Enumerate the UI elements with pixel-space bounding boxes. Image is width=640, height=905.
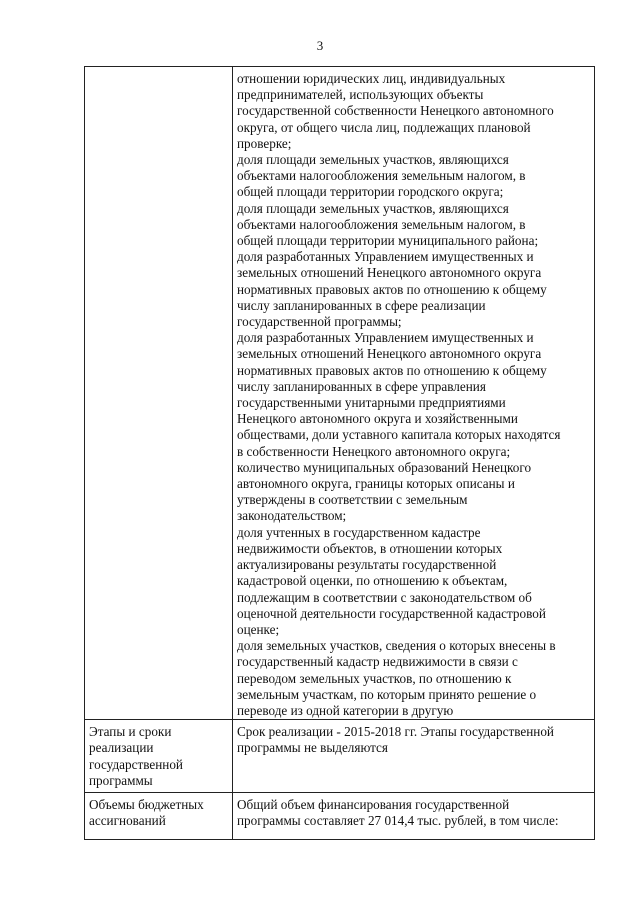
text-line: земельным участкам, по которым принято решение о [237, 686, 537, 702]
text-line: доля учтенных в государственном кадастре [237, 524, 481, 540]
text-line: программы не выделяются [237, 740, 388, 756]
text-line: общей площади территории городского округа; [237, 184, 504, 200]
text-line: Ненецкого автономного округа и хозяйственными [237, 411, 518, 427]
text-line: округа, от общего числа лиц, подлежащих плановой [237, 119, 531, 135]
budget-label-cell [85, 793, 233, 840]
text-line: ассигнований [89, 813, 166, 829]
text-line: проверке; [237, 135, 292, 151]
text-line: государственный кадастр недвижимости в связи с [237, 654, 518, 670]
text-line: программы составляет 27 014,4 тыс. рублей, в том числе: [237, 813, 559, 829]
text-line: земельных отношений Ненецкого автономного округа [237, 265, 542, 281]
page-number: 3 [316, 38, 324, 53]
text-line: программы [89, 772, 153, 788]
stages-label-cell [85, 720, 233, 793]
text-line: доля площади земельных участков, являющихся [237, 152, 509, 168]
text-line: переводом земельных участков, по отношению к [237, 670, 512, 686]
text-line: государственными унитарными предприятиями [237, 395, 506, 411]
text-line: доля площади земельных участков, являющихся [237, 200, 509, 216]
text-line: числу запланированных в сфере управления [237, 378, 486, 394]
indicators-label-text [85, 67, 232, 71]
text-line: нормативных правовых актов по отношению к общему [237, 362, 547, 378]
table-row-stages [85, 720, 595, 793]
text-line: земельных отношений Ненецкого автономного округа [237, 346, 542, 362]
text-line: Объемы бюджетных [89, 797, 204, 813]
text-line: оценке; [237, 621, 280, 637]
stages-value-cell [233, 720, 595, 793]
indicators-value-text [233, 67, 594, 719]
budget-value-text [233, 793, 594, 829]
text-line: объектами налогообложения земельным налогом, в [237, 216, 526, 232]
table-row-indicators [85, 67, 595, 720]
text-line: нормативных правовых актов по отношению к общему [237, 281, 547, 297]
text-line: Общий объем финансирования государственной [237, 797, 510, 813]
text-line: подлежащим в соответствии с законодательством об [237, 589, 532, 605]
text-line: государственной [89, 756, 183, 772]
text-line: государственной программы; [237, 314, 402, 330]
text-line: государственной собственности Ненецкого автономного [237, 103, 554, 119]
text-line: переводе из одной категории в другую [237, 702, 454, 718]
stages-value-text [233, 720, 594, 756]
text-line: Этапы и сроки [89, 724, 172, 740]
budget-value-cell [233, 793, 595, 840]
text-line: в собственности Ненецкого автономного округа; [237, 443, 511, 459]
text-line: кадастровой оценки, по отношению к объектам, [237, 573, 508, 589]
text-line: доля разработанных Управлением имущественных и [237, 330, 534, 346]
text-line: Срок реализации - 2015-2018 гг. Этапы государственной [237, 724, 554, 740]
text-line: актуализированы результаты государственной [237, 557, 497, 573]
text-line: утверждены в соответствии с земельным [237, 492, 468, 508]
text-line: реализации [89, 740, 154, 756]
budget-label-text [85, 793, 232, 829]
text-line: недвижимости объектов, в отношении которых [237, 540, 503, 556]
indicators-label-cell [85, 67, 233, 720]
stages-label-text [85, 720, 232, 789]
text-line: автономного округа, границы которых описаны и [237, 476, 515, 492]
text-line: объектами налогообложения земельным налогом, в [237, 168, 526, 184]
text-line: доля разработанных Управлением имущественных и [237, 249, 534, 265]
program-passport-table [84, 66, 595, 840]
text-line: предпринимателей, использующих объекты [237, 87, 484, 103]
text-line: обществами, доли уставного капитала которых находятся [237, 427, 561, 443]
text-line: законодательством; [237, 508, 347, 524]
text-line: доля земельных участков, сведения о которых внесены в [237, 638, 556, 654]
indicators-value-cell [233, 67, 595, 720]
text-line: оценочной деятельности государственной кадастровой [237, 605, 546, 621]
table-row-budget [85, 793, 595, 840]
text-line: общей площади территории муниципального района; [237, 233, 539, 249]
text-line: количество муниципальных образований Ненецкого [237, 459, 532, 475]
text-line: числу запланированных в сфере реализации [237, 297, 486, 313]
text-line: отношении юридических лиц, индивидуальных [237, 71, 506, 86]
